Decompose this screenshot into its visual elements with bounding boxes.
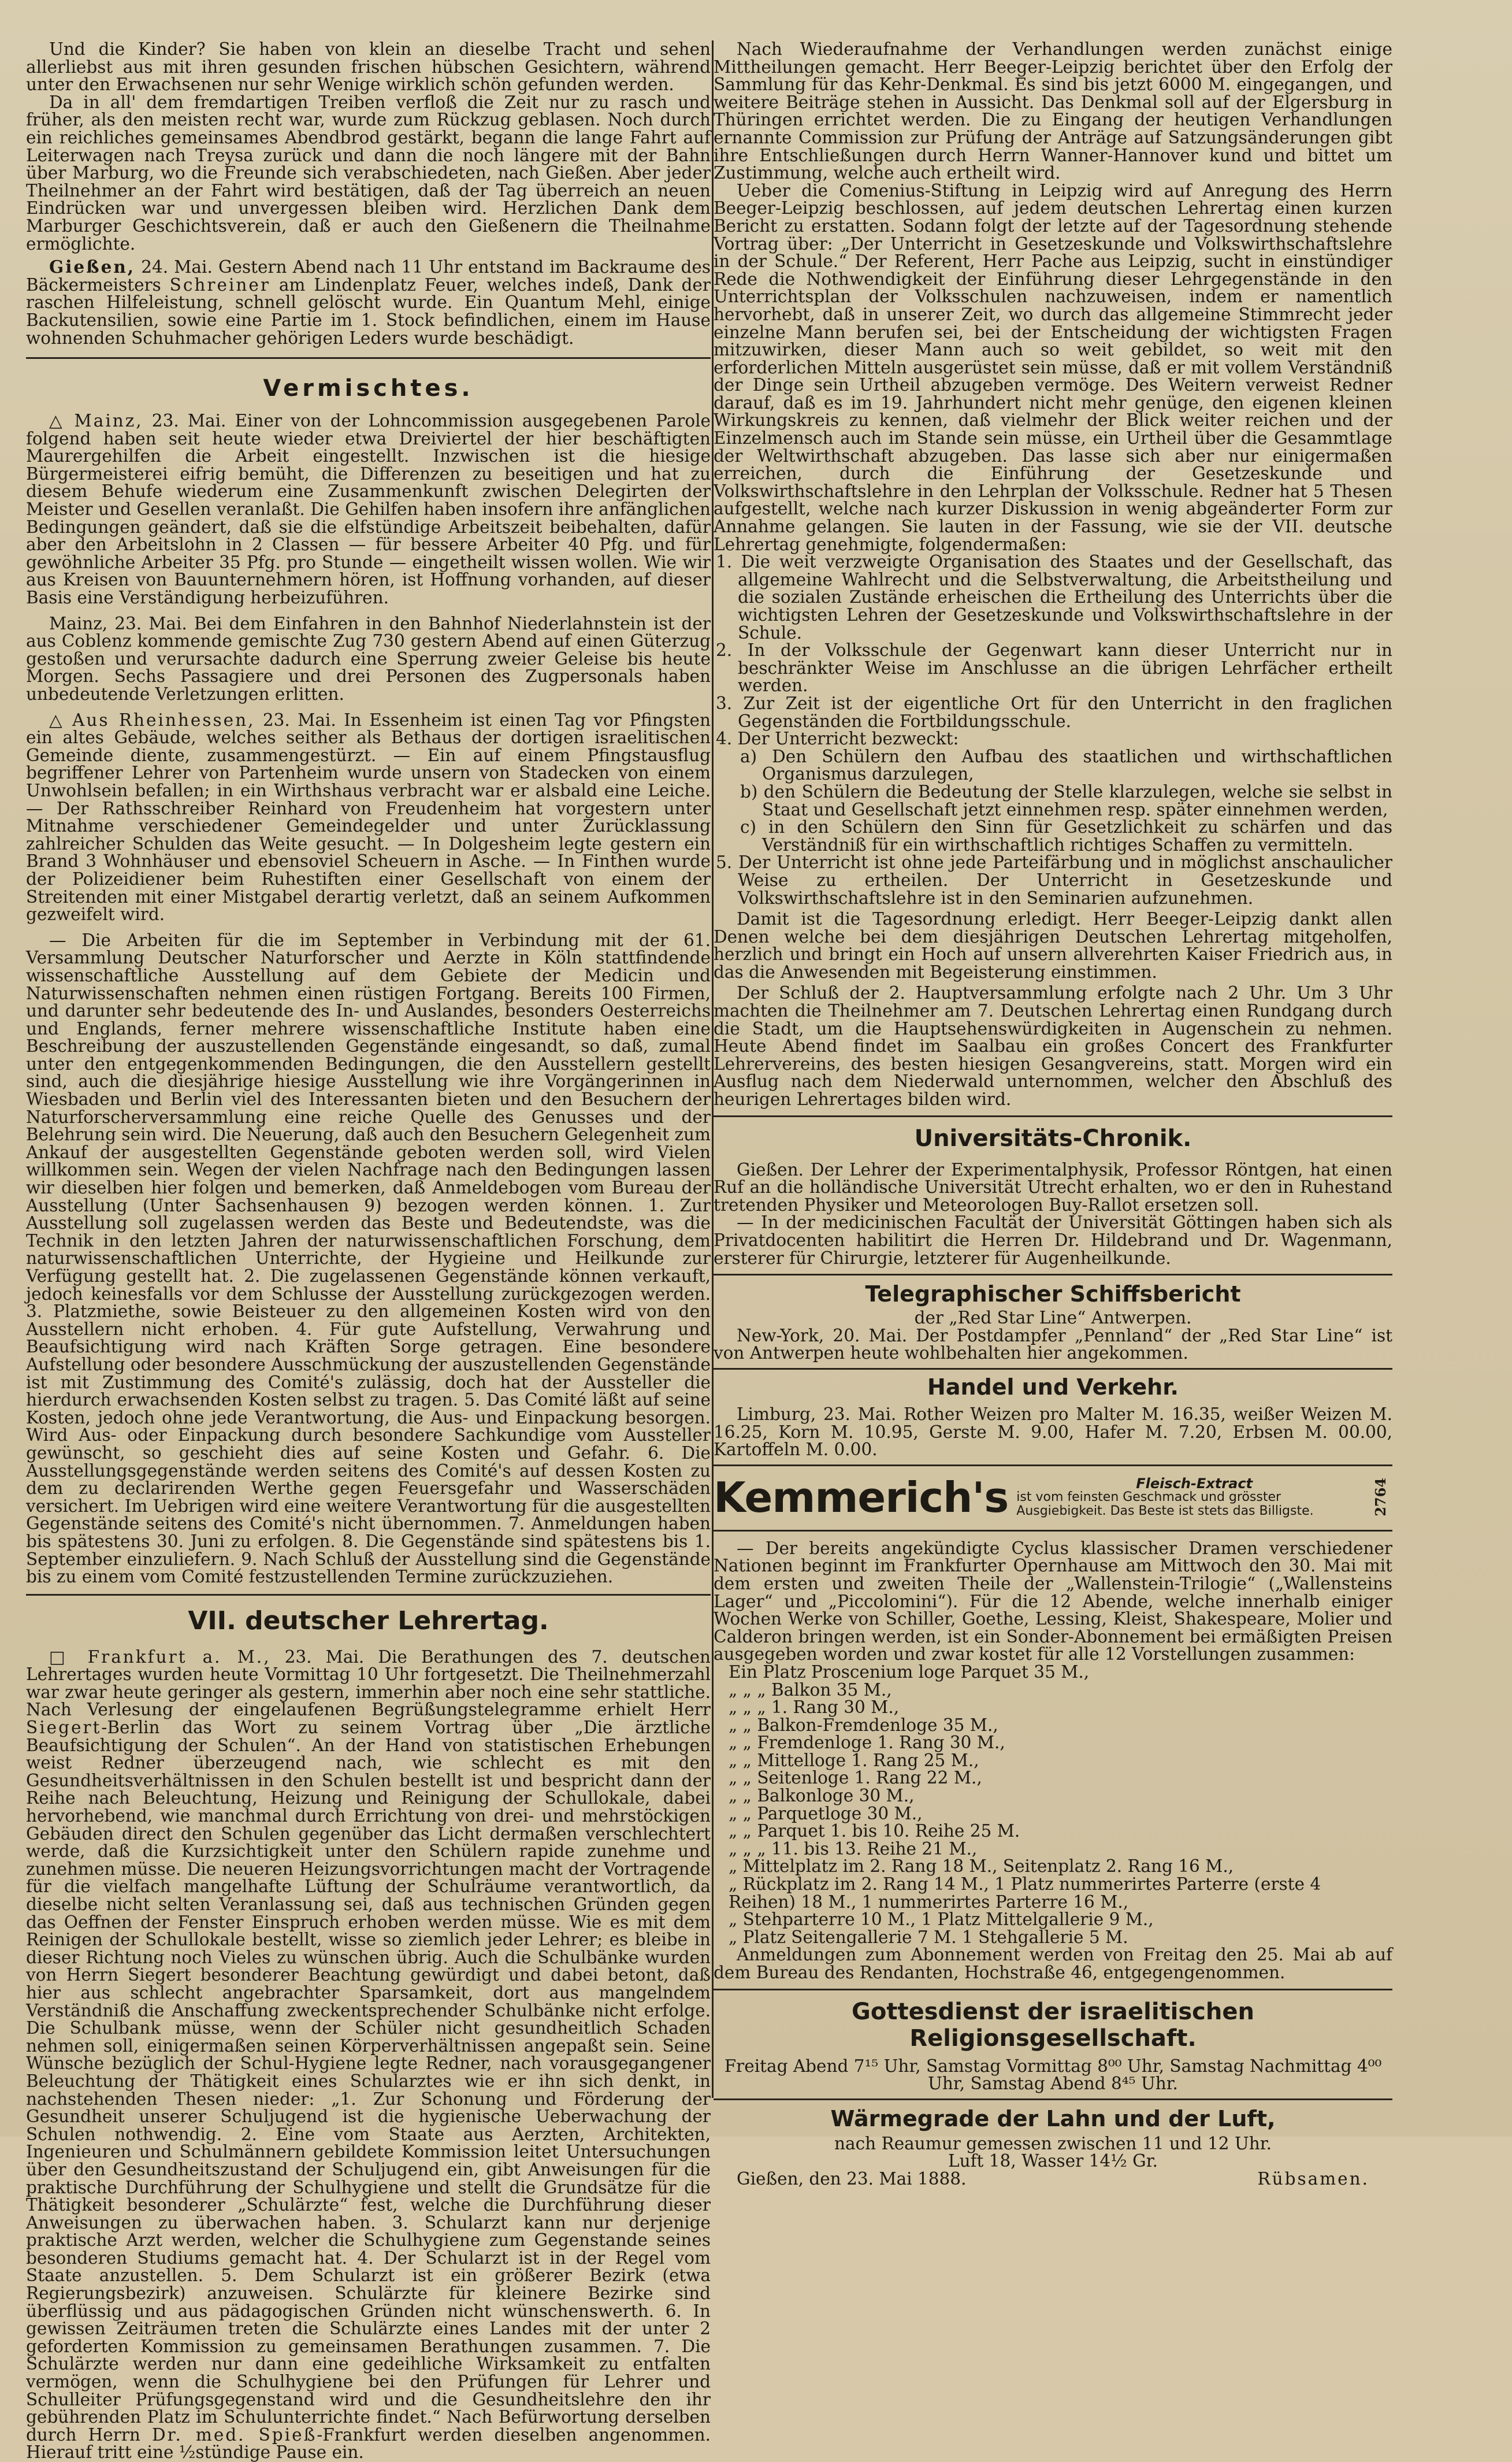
- section-rule: [714, 2098, 1392, 2100]
- thesis-4: 4. Der Unterricht bezweckt:: [716, 729, 959, 749]
- ad-text-block: [1008, 1477, 1372, 1518]
- ad-number: 2764: [1372, 1478, 1389, 1517]
- thesis-4b: b) den Schülern die Bedeutung der Stelle klarzulegen, welche sie selbst in Staat und Gesellschaft jetzt einnehmen resp. später einnehmen werden,: [740, 781, 1392, 820]
- waermegrade-values: Luft 18, Wasser 14½ Gr.: [948, 2151, 1158, 2171]
- price-row: [725, 1734, 1392, 1752]
- heading-lehrertag: VII. deutscher Lehrertag.: [188, 1606, 549, 1636]
- rheinhessen-text: 23. Mai. In Essenheim ist einen Tag vor Pfingsten ein altes Gebäude, welches seither als Bethaus der dortigen israelitischen Gemeinde diente, zusammengestürzt. — Ein auf einem Pfingstausflug begriffener Lehrer von Partenheim wurde unsern von Stadecken von einem Unwohlsein befallen; in ein Wirthshaus verbracht war er alsbald eine Leiche. — Der Rathsschreiber Reinhard von Freudenheim hat vorgestern unter Mitnahme verschiedener Gemeindegelder und unter Zurücklassung zahlreicher Schulden das Weite gesucht. — In Dolgesheim legte gestern ein Brand 3 Wohnhäuser und ebensoviel Scheuern in Asche. — In Finthen wurde der Polizeidiener beim Ruhestiften einer Gesellschaft von einem der Streitenden mit einer Mistgabel derartig verletzt, daß an seinem Aufkommen gezweifelt wird.: [26, 710, 711, 925]
- section-rule: [26, 357, 711, 359]
- frankfurt-name-2: Dr. med. Spieß: [151, 2424, 317, 2445]
- price-row: [725, 1716, 1392, 1734]
- rheinhessen-place: Aus Rheinhessen,: [72, 710, 255, 730]
- paragraph-schluss: Der Schluß der 2. Hauptversammlung erfolgte nach 2 Uhr. Um 3 Uhr machten die Theilnehmer am 7. Deutschen Lehrertag einen Rundgang durch die Stadt, um die Hauptsehenswürdigkeiten in Augenschein zu nehmen. Heute Abend findet im Saalbau ein großes Concert des Frankfurter Lehrervereins, des besten hiesigen Gesangvereins, statt. Morgen wird ein Ausflug nach dem Niederwald unternommen, welcher den Abschluß des heurigen Lehrertages bilden wird.: [714, 983, 1392, 1110]
- paragraph-goettingen: — In der medicinischen Facultät der Universität Göttingen haben sich als Privatdocenten habilitirt die Herren Dr. Hildebrand und Dr. Wagenmann, ersterer für Chirurgie, letzterer für Augenheilkunde.: [714, 1213, 1392, 1268]
- frankfurt-place: Frankfurt a. M.,: [87, 1647, 271, 1667]
- paragraph-kinder: Und die Kinder? Sie haben von klein an dieselbe Tracht und sehen allerliebst aus mit ihren gesunden frischen hübschen Gesichtern, während unter den Erwachsenen nur sehr Wenige wirklich schön gefunden werden.: [26, 39, 711, 95]
- price-item: „ „ Balkon-Fremdenloge 35 M.,: [729, 1715, 998, 1735]
- price-row: [725, 1787, 1392, 1805]
- frankfurt-text-c: -Frankfurt werden dieselben angenommen. Hierauf tritt eine ½stündige Pause ein.: [26, 2424, 711, 2462]
- thesis-5: 5. Der Unterricht ist ohne jede Parteifärbung und in möglichst anschaulicher Weise zu ertheilen. Der Unterricht in Gesetzeskunde und Volkswirthschaftslehre ist in den Seminarien aufzunehmen.: [716, 852, 1392, 908]
- heading-handel: Handel und Verkehr.: [927, 1374, 1179, 1400]
- section-rule: [714, 1368, 1392, 1370]
- ad-title: Fleisch-Extract: [1136, 1475, 1253, 1492]
- paragraph-gottesdienst-times: Freitag Abend 7¹⁵ Uhr, Samstag Vormittag 8⁰⁰ Uhr, Samstag Nachmittag 4⁰⁰ Uhr, Samstag Abend 8⁴⁵ Uhr.: [724, 2056, 1382, 2094]
- price-item: „ „ „ Balkon 35 M.,: [729, 1679, 892, 1700]
- paragraph-mainz-1: [26, 412, 711, 607]
- paragraph-wiederaufnahme: Nach Wiederaufnahme der Verhandlungen werden zunächst einige Mittheilungen gemacht. Herr Beeger-Leipzig berichtet über den Erfolg der Sammlung für das Kehr-Denkmal. Es sind bis jetzt 6000 M. eingegangen, und weitere Beiträge stehen in Aussicht. Das Denkmal soll auf der Elgersburg in Thüringen errichtet werden. Die zu Eingang der heutigen Verhandlungen ernannte Commission zur Prüfung der Anträge auf Satzungsänderungen gibt ihre Entschließungen durch Herrn Wanner-Hannover kund und bittet um Zustimmung, welche auch ertheilt wird.: [714, 39, 1392, 183]
- paragraph-fahrt: Da in all' dem fremdartigen Treiben verfloß die Zeit nur zu rasch und früher, als den meisten recht war, wurde zum Rückzug geblasen. Noch durch ein reichliches gemeinsames Abendbrod gestärkt, begann die lange Fahrt auf Leiterwagen nach Treysa zurück und dann die noch längere mit der Bahn über Marburg, wo die Freunde sich verabschiedeten, nach Gießen. Aber jeder Theilnehmer an der Fahrt wird bestätigen, daß der Tag überreich an neuen Eindrücken war und unvergessen bleiben wird. Herzlichen Dank dem Marburger Geschichtsverein, daß er auch den Gießenern die Theilnahme ermöglichte.: [26, 92, 711, 254]
- price-item: Ein Platz Proscenium loge Parquet 35 M.,: [729, 1662, 1090, 1682]
- thesis-1: 1. Die weit verzweigte Organisation des Staates und der Gesellschaft, das allgemeine Wahlrecht und die Selbstverwaltung, die Arbeitstheilung und die sozialen Zustände erheischen die Ertheilung des Unterrichts über die wichtigsten Lehren der Gesetzeskunde und Volkswirthschaftslehre in der Schule.: [716, 552, 1392, 643]
- heading-gottesdienst: Gottesdienst der israelitischen Religionsgesellschaft.: [852, 1998, 1254, 2052]
- giessen-text-b: am Lindenplatz Feuer, welches indeß, Dank der raschen Hilfeleistung, schnell gelöscht wurde. Ein Quantum Mehl, einige Backutensilien, sowie eine Partie im 1. Stock befindlichen, einem im Hause wohnenden Schuhmacher gehörigen Leders wurde beschädigt.: [26, 275, 711, 348]
- paragraph-giessen-fire: [26, 258, 711, 347]
- heading-schiffsbericht: Telegraphischer Schiffsbericht: [865, 1281, 1241, 1307]
- mainz-place: Mainz,: [74, 411, 143, 431]
- giessen-date: 24. Mai.: [141, 257, 213, 277]
- section-rule: [26, 1594, 711, 1596]
- paragraph-koeln: — Die Arbeiten für die im September in Verbindung mit der 61. Versammlung Deutscher Naturforscher und Aerzte in Köln stattfindende wissenschaftliche Ausstellung auf dem Gebiete der Medicin und Naturwissenschaften nehmen einen rüstigen Fortgang. Bereits 100 Firmen, und darunter sehr bedeutende des In- und Auslandes, besonders Oesterreichs und Englands, ferner mehrere wissenschaftliche Institute haben eine Beschreibung der auszustellenden Gegenstände eingesandt, so daß, zumal unter den entgegenkommenden Bedingungen, die den Ausstellern gestellt sind, auch die diesjährige hiesige Ausstellung wie ihre Vorgängerinnen in Wiesbaden und Berlin viel des Interessanten bieten und den Besuchern der Naturforscherversammlung eine reiche Quelle des Genusses und der Belehrung sein wird. Die Neuerung, daß auch den Besuchern Gelegenheit zum Ankauf der ausgestellten Gegenstände geboten werden soll, wird Vielen willkommen sein. Wegen der vielen Nachfrage nach den Bedingungen lassen wir dieselben hier folgen und bemerken, daß Anmeldebogen vom Bureau der Ausstellung (Unter Sachsenhausen 9) bezogen werden können. 1. Zur Ausstellung soll zugelassen werden das Beste und Bedeutendste, was die Technik in den letzten Jahren der naturwissenschaftlichen Forschung, dem naturwissenschaftlichen Unterrichte, der Hygieine und Heilkunde zur Verfügung gestellt hat. 2. Die zugelassenen Gegenstände können verkauft, jedoch keinesfalls vor dem Schlusse der Ausstellung zurückgezogen werden. 3. Platzmiethe, sowie Beisteuer zu den allgemeinen Kosten wird von den Ausstellern nicht erhoben. 4. Für gute Aufstellung, Verwahrung und Beaufsichtigung wird nach Kräften Sorge getragen. Eine besondere Aufstellung oder besondere Ausschmückung der auszustellenden Gegenstände ist mit Zustimmung des Comité's zulässig, doch hat der Aussteller die hierdurch erwachsenden Kosten selbst zu tragen. 5. Das Comité läßt auf seine Kosten, jedoch ohne jede Verantwortung, die Aus- und Einpackung besorgen. Wird Aus- oder Einpackung durch besondere Sachkundige vom Aussteller gewünscht, so geschieht dies auf seine Kosten und Gefahr. 6. Die Ausstellungsgegenstände werden seitens des Comité's auf dessen Kosten zu dem zu declarirenden Werthe gegen Feuersgefahr und Wasserschäden versichert. Im Uebrigen wird eine weitere Verantwortung für die ausgestellten Gegenstände seitens des Comité's nicht übernommen. 7. Anmeldungen haben bis spätestens 30. Juni zu erfolgen. 8. Die Gegenstände sind spätestens bis 1. September einzuliefern. 9. Nach Schluß der Ausstellung sind die Gegenstände bis zu einem vom Comité festzustellenden Termine zurückzuziehen.: [26, 930, 711, 1587]
- price-item: „ „ Mittelloge 1. Rang 25 M.,: [729, 1750, 979, 1770]
- paragraph-newyork: New-York, 20. Mai. Der Postdampfer „Pennland“ der „Red Star Line“ ist von Antwerpen heute wohlbehalten hier angekommen.: [714, 1325, 1392, 1363]
- heading-universitaet: Universitäts-Chronik.: [914, 1125, 1192, 1152]
- price-row: [725, 1752, 1392, 1770]
- schiffsbericht-subtitle: der „Red Star Line“ Antwerpen.: [914, 1308, 1192, 1328]
- section-rule: [714, 1274, 1392, 1276]
- giessen-text-a: Gestern Abend nach 11 Uhr entstand im Backraume des Bäckermeisters: [26, 257, 711, 295]
- paragraph-anmeldungen: Anmeldungen zum Abonnement werden von Freitag den 25. Mai ab auf dem Bureau des Rendanten, Hochstraße 46, entgegengenommen.: [714, 1945, 1392, 1982]
- thesis-4c: c) in den Schülern den Sinn für Gesetzlichkeit zu schärfen und das Verständniß für ein wirthschaftlich richtiges Schaffen zu vermitteln.: [740, 817, 1392, 855]
- price-row: [725, 1911, 1392, 1929]
- price-item: „ „ „ 11. bis 13. Reihe 21 M.,: [729, 1838, 978, 1859]
- price-row: [725, 1769, 1392, 1787]
- frankfurt-text-b: -Berlin das Wort zu seinem Vortrag über „Die ärztliche Beaufsichtigung der Schulen“. An der Hand von statistischen Erhebungen weist Redner überzeugend nach, wie schlecht es mit den Gesundheitsverhältnissen in den Schulen bestellt ist und bespricht dann der Reihe nach Beleuchtung, Heizung und Reinigung der Schullokale, dabei hervorhebend, wie manchmal durch Errichtung von drei- und mehrstöckigen Gebäuden direct den Schulen gegenüber das Licht dermaßen verschlechtert werde, daß die Kurzsichtigkeit unter den Schülern rapide zunehme und zunehmen müsse. Die neueren Heizungsvorrichtungen macht der Vortragende für die vielfach mangelhafte Lüftung der Schulräume verantwortlich, da dieselbe nicht selten Veranlassung sei, daß aus technischen Gründen gegen das Oeffnen der Fenster Einspruch erhoben werden müsse. Wie es mit dem Reinigen der Schullokale bestellt, wisse so ziemlich jeder Lehrer; es bleibe in dieser Richtung noch Vieles zu wünschen übrig. Auch die Schulbänke wurden von Herrn Siegert besonderer Beachtung gewürdigt und dabei betont, daß hier aus schlecht angebrachter Sparsamkeit, dort aus mangelndem Verständniß die Anschaffung zweckentsprechender Schulbänke nicht erfolge. Die Schulbank müsse, wenn der Schüler nicht gesundheitlich Schaden nehmen soll, einigermaßen seinen Körperverhältnissen angepaßt sein. Seine Wünsche bezüglich der Schul-Hygiene legte Redner, nach vorausgegangener Beleuchtung der Thätigkeit eines Schularztes wie er ihn sich denkt, in nachstehenden Thesen nieder: „1. Zur Schonung und Förderung der Gesundheit unserer Schuljugend ist die hygienische Ueberwachung der Schulen nothwendig. 2. Eine vom Staate aus Aerzten, Architekten, Ingenieuren und Schulmännern gebildete Kommission leitet Untersuchungen über den Gesundheitszustand der Schuljugend ein, gibt Anweisungen für die praktische Durchführung der Schulhygiene und stellt die Grundsätze für die Thätigkeit besonderer „Schulärzte“ fest, welche die Durchführung dieser Anweisungen zu überwachen haben. 3. Schularzt kann nur derjenige praktische Arzt werden, welcher die Schulhygiene zum Gegenstande seines besonderen Studiums gemacht hat. 4. Der Schularzt ist in der Regel vom Staate anzustellen. 5. Dem Schularzt ist ein größerer Bezirk (etwa Regierungsbezirk) anzuweisen. Schulärzte für kleinere Bezirke sind überflüssig und aus pädagogischen Gründen nicht wünschenswerth. 6. In gewissen Zeiträumen treten die Schulärzte eines Landes mit der unter 2 geforderten Kommission zu gemeinsamen Berathungen zusammen. 7. Die Schulärzte werden nur dann eine gedeihliche Wirksamkeit zu entfalten vermögen, wenn die Schulhygiene bei den Prüfungen für Lehrer und Schulleiter Prüfungsgegenstand wird und die Gesundheitslehre den ihr gebührenden Platz im Schulunterrichte findet.“ Nach Befürwortung derselben durch Herrn: [26, 1718, 711, 2445]
- price-row: [725, 1822, 1392, 1840]
- price-table: [725, 1663, 1392, 1946]
- price-item: „ „ Parquetloge 30 M.,: [729, 1803, 923, 1823]
- paragraph-cyclus: — Der bereits angekündigte Cyclus klassischer Dramen verschiedener Nationen beginnt im Frankfurter Opernhause am Mittwoch den 30. Mai mit dem ersten und zweiten Theile der „Wallenstein-Trilogie“ („Wallensteins Lager“ und „Piccolomini“). Für die 12 Abende, welche innerhalb einiger Wochen Werke von Schiller, Goethe, Lessing, Kleist, Shakespeare, Molier und Calderon bringen werden, ist ein Sonder-Abonnement bei ermäßigten Preisen ausgegeben worden und zwar kostet für alle 12 Vorstellungen zusammen:: [714, 1538, 1392, 1664]
- price-row: [725, 1699, 1392, 1716]
- price-item: „ Rückplatz im 2. Rang 14 M., 1 Platz nummerirtes Parterre (erste 4 Reihen) 18 M., 1 nummerirtes Parterre 16 M.,: [729, 1874, 1321, 1912]
- paragraph-damit: Damit ist die Tagesordnung erledigt. Herr Beeger-Leipzig dankt allen Denen welche bei dem diesjährigen Deutschen Lehrertag mitgeholfen, herzlich und bringt ein Hoch auf unsern allverehrten Kaiser Friedrich aus, in das die Anwesenden mit Begeisterung einstimmen.: [714, 909, 1392, 982]
- paragraph-mainz-2: Mainz, 23. Mai. Bei dem Einfahren in den Bahnhof Niederlahnstein ist der aus Coblenz kommende gemischte Zug 730 gestern Abend auf einen Güterzug gestoßen und verursachte dadurch eine Sperrung zweier Geleise bis heute Morgen. Sechs Passagiere und drei Personen des Zugpersonals haben unbedeutende Verletzungen erlitten.: [26, 613, 711, 704]
- price-row: [725, 1857, 1392, 1875]
- heading-vermischtes: Vermischtes.: [263, 375, 474, 402]
- signature-line: [714, 2170, 1392, 2188]
- waermegrade-subtitle: nach Reaumur gemessen zwischen 11 und 12 Uhr.: [834, 2133, 1272, 2153]
- thesis-2: 2. In der Volksschule der Gegenwart kann dieser Unterricht nur in beschränkter Weise im Anschlusse an die übrigen Lehrfächer ertheilt werden.: [716, 640, 1392, 696]
- price-row: [725, 1663, 1392, 1681]
- price-item: „ „ Parquet 1. bis 10. Reihe 25 M.: [729, 1821, 1020, 1841]
- section-rule: [714, 1464, 1392, 1466]
- price-row: [725, 1805, 1392, 1823]
- triangle-icon: △: [49, 411, 66, 431]
- price-row: [725, 1681, 1392, 1699]
- paragraph-frankfurt: [26, 1648, 711, 2461]
- paragraph-limburg: Limburg, 23. Mai. Rother Weizen pro Malter M. 16.35, weißer Weizen M. 16.25, Korn M. 10.95, Gerste M. 9.00, Hafer M. 7.20, Erbsen M. 00.00, Kartoffeln M. 0.00.: [714, 1404, 1392, 1460]
- section-rule: [714, 1989, 1392, 1990]
- ad-text: ist vom feinsten Geschmack und grösster Ausgiebigkeit. Das Beste ist stets das Billigste.: [1016, 1489, 1314, 1518]
- signature-place-date: Gießen, den 23. Mai 1888.: [737, 2168, 967, 2189]
- thesis-3: 3. Zur Zeit ist der eigentliche Ort für den Unterricht in den fraglichen Gegenständen die Fortbildungsschule.: [716, 693, 1392, 731]
- section-rule: [714, 1115, 1392, 1117]
- giessen-name: Schreiner: [169, 275, 270, 295]
- kemmerich-advertisement: [714, 1470, 1392, 1526]
- paragraph-comenius: Ueber die Comenius-Stiftung in Leipzig wird auf Anregung des Herrn Beeger-Leipzig beschlossen, auf jedem deutschen Lehrertag einen kurzen Bericht zu erstatten. Sodann folgt der letzte auf der Tagesordnung stehende Vortrag über: „Der Unterricht in Gesetzeskunde und Volkswirthschaftslehre in der Schule.“ Der Referent, Herr Pache aus Leipzig, sucht in einstündiger Rede die Nothwendigkeit der Einführung dieser Lehrgegenstände in den Unterrichtsplan der Volksschulen nachzuweisen, indem er namentlich hervorhebt, daß in unserer Zeit, wo durch das allgemeine Stimmrecht jeder einzelne Mann berufen sei, bei der Entscheidung der wichtigsten Fragen mitzuwirken, dieser Mann auch so weit gebildet, so weit mit den erforderlichen Mitteln ausgerüstet sein müsse, daß er mit vollem Verständniß der Dinge sein Urtheil abzugeben vermöge. Des Weitern verweist Redner darauf, daß es im 19. Jahrhundert nicht mehr genüge, den eigenen kleinen Wirkungskreis zu kennen, daß vielmehr der Blick weiter reichen und der Einzelmensch auch im Stande sein müsse, ein Urtheil über die Gesammtlage der Weltwirthschaft abzugeben. Das lasse sich aber nur einigermaßen erreichen, durch die Einführung der Gesetzeskunde und Volkswirthschaftslehre in den Lehrplan der Volksschule. Redner hat 5 Thesen aufgestellt, welche nach kurzer Diskussion in wenig abgeänderter Form zur Annahme gelangen. Sie lauten in der Fassung, wie sie der VII. deutsche Lehrertag genehmigte, folgendermaßen:: [714, 180, 1392, 554]
- price-item: „ Mittelplatz im 2. Rang 18 M., Seitenplatz 2. Rang 16 M.,: [729, 1856, 1234, 1877]
- signature-name: Rübsamen.: [1257, 2168, 1369, 2189]
- paragraph-roentgen: Gießen. Der Lehrer der Experimentalphysik, Professor Röntgen, hat einen Ruf an die holländische Universität Utrecht erhalten, wo er den in Ruhestand tretenden Physiker und Meteorologen Buy-Rallot ersetzen soll.: [714, 1159, 1392, 1215]
- heading-waermegrade: Wärmegrade der Lahn und der Luft,: [830, 2105, 1276, 2131]
- frankfurt-name: Siegert: [26, 1718, 102, 1738]
- price-item: „ „ „ 1. Rang 30 M.,: [729, 1697, 900, 1718]
- price-item: „ „ Seitenloge 1. Rang 22 M.,: [729, 1768, 982, 1788]
- theses-list: [714, 553, 1392, 907]
- mainz-text: 23. Mai. Einer von der Lohncommission ausgegebenen Parole folgend haben seit heute wieder etwa Dreiviertel der hier beschäftigten Maurergehilfen die Arbeit eingestellt. Inzwischen ist die hiesige Bürgermeisterei eifrig bemüht, die Differenzen zu beseitigen und hat zu diesem Behufe wiederum eine Zusammenkunft zwischen Delegirten der Meister und Gesellen veranlaßt. Die Gehilfen haben insofern ihre anfänglichen Bedingungen geändert, daß sie die elfstündige Arbeitszeit beibehalten, dafür aber den Arbeitslohn in 2 Classen — für bessere Arbeiter 40 Pfg. und für gewöhnliche Arbeiter 35 Pfg. pro Stunde — eingetheilt wissen wollen. Wie wir aus Kreisen von Bauunternehmern hören, ist Hoffnung vorhanden, auf dieser Basis eine Verständigung herbeizuführen.: [26, 411, 711, 608]
- price-item: „ „ Balkonloge 30 M.,: [729, 1786, 915, 1806]
- triangle-icon: △: [49, 710, 65, 730]
- frankfurt-text-a: 23. Mai. Die Berathungen des 7. deutschen Lehrertages wurden heute Vormittag 10 Uhr fortgesetzt. Die Theilnehmerzahl war zwar heute geringer als gestern, immerhin aber noch eine sehr stattliche. Nach Verlesung der eingelaufenen Begrüßungstelegramme erhielt Herr: [26, 1647, 711, 1720]
- right-column: [714, 40, 1392, 2188]
- price-row: [725, 1929, 1392, 1946]
- paragraph-rheinhessen: [26, 711, 711, 924]
- price-row: [725, 1875, 1392, 1911]
- price-item: „ Platz Seitengallerie 7 M. 1 Stehgallerie 5 M.: [729, 1927, 1128, 1947]
- price-item: „ „ Fremdenloge 1. Rang 30 M.,: [729, 1733, 1005, 1753]
- square-icon: □: [49, 1647, 74, 1667]
- section-rule: [714, 1530, 1392, 1532]
- price-item: „ Stehparterre 10 M., 1 Platz Mittelgallerie 9 M.,: [729, 1909, 1154, 1930]
- giessen-place: Gießen,: [49, 257, 136, 277]
- price-row: [725, 1840, 1392, 1858]
- left-column: [26, 40, 711, 2461]
- thesis-4a: a) Den Schülern den Aufbau des staatlichen und wirthschaftlichen Organismus darzulegen,: [740, 746, 1392, 784]
- ad-brand: Kemmerich's: [714, 1473, 1009, 1522]
